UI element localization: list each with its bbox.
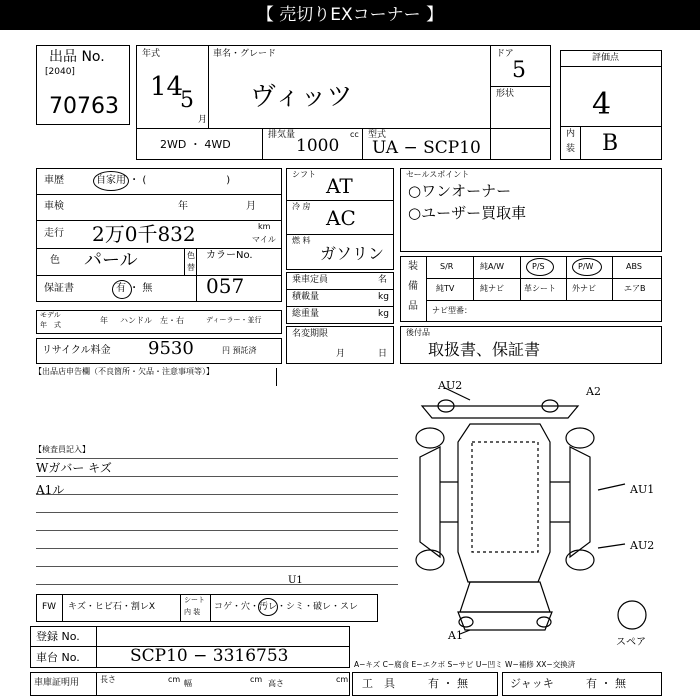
inspection-month: 月 xyxy=(246,201,256,212)
warranty-circle xyxy=(112,280,132,299)
recycle-unit: 円 預託済 xyxy=(222,346,257,355)
history-circle xyxy=(93,171,129,191)
warranty-value: 有 ・ 無 xyxy=(116,283,153,294)
jack-label: ジャッキ xyxy=(510,677,554,690)
seat-circle xyxy=(258,598,278,616)
mileage-value: 2万0千832 xyxy=(92,222,196,246)
deadline-day: 日 xyxy=(378,349,388,359)
mile-unit: マイル xyxy=(252,235,276,244)
equip-tv: 純TV xyxy=(436,284,455,293)
color-no-label: カラーNo. xyxy=(206,250,253,261)
sales-point-1: ○ワンオーナー xyxy=(408,182,512,200)
seat-label-1: シート xyxy=(184,596,205,604)
year-value: 14 xyxy=(150,72,184,102)
rating-score: 4 xyxy=(592,87,612,122)
mark-front: A1 xyxy=(448,629,463,642)
mark-side-right-2: AU2 xyxy=(630,539,655,552)
color-change-1: 色 xyxy=(187,251,195,260)
inspector-label: 【検査員記入】 xyxy=(34,445,90,454)
jack-value: 有 ・ 無 xyxy=(586,677,626,690)
year-label: 年式 xyxy=(142,49,161,59)
cert-length-unit: cm xyxy=(168,675,181,684)
fuel-value: ガソリン xyxy=(320,244,385,263)
equip-pw-circle xyxy=(572,258,602,276)
doors-label: ドア xyxy=(496,49,514,59)
chassis-value: SCP10 − 3316753 xyxy=(130,646,289,666)
capacity-unit: 名 xyxy=(378,275,388,285)
sales-point-2: ○ユーザー買取車 xyxy=(408,204,527,222)
lot-box xyxy=(36,45,130,125)
load-unit: kg xyxy=(378,292,389,302)
deadline-month: 月 xyxy=(336,349,346,359)
displacement-value: 1000 xyxy=(296,136,340,156)
inspector-line-1: Wガバー キズ xyxy=(36,461,112,475)
cc-unit: cc xyxy=(350,130,359,139)
equipment-label-2: 備 xyxy=(408,281,418,292)
warranty-label: 保証書 xyxy=(44,283,74,294)
deadline-label: 名変期限 xyxy=(292,329,329,339)
navi-model-label: ナビ型番： xyxy=(432,306,472,315)
color-change-2: 替 xyxy=(187,263,195,272)
weight-label: 総重量 xyxy=(292,309,320,319)
weight-unit: kg xyxy=(378,309,389,319)
cert-width: 幅 xyxy=(184,679,192,688)
model-change-label-2: 年 式 xyxy=(40,321,61,329)
model-label: 型式 xyxy=(368,130,387,140)
drive-value: 2WD ・ 4WD xyxy=(160,138,231,151)
ac-value: AC xyxy=(326,206,356,230)
tools-value: 有 ・ 無 xyxy=(428,677,468,690)
model-change-label-1: モデル xyxy=(40,311,61,319)
mark-rear-right: A2 xyxy=(586,385,601,398)
model-change-year: 年 xyxy=(100,316,108,325)
equip-navi: 純ナビ xyxy=(480,284,504,293)
legend: A−キズ C−腐食 E−エクボ S−サビ U−凹ミ W−補修 XX−交換済 xyxy=(354,660,576,669)
seat-circle-mark: U1 xyxy=(288,575,303,586)
ac-label: 冷 房 xyxy=(292,202,311,211)
displacement-label: 排気量 xyxy=(268,130,296,140)
spare-label: スペア xyxy=(616,637,646,648)
shift-label: シフト xyxy=(292,170,316,179)
lot-label: 出品 No. xyxy=(49,49,105,65)
interior-label-2: 装 xyxy=(566,144,576,154)
lot-number: 70763 xyxy=(49,94,119,119)
equip-pw: P/W xyxy=(578,262,594,271)
model-change-dealer: ディーラー・並行 xyxy=(206,316,262,324)
equip-ps: P/S xyxy=(532,262,545,271)
fuel-label: 燃 料 xyxy=(292,236,311,245)
sales-label: セールスポイント xyxy=(406,170,470,179)
km-unit: km xyxy=(258,222,271,231)
cert-length: 長さ xyxy=(100,675,116,684)
equip-sr: S/R xyxy=(440,262,454,271)
tools-label: 工 具 xyxy=(362,677,395,690)
banner: 【 売切りEXコーナー 】 xyxy=(0,0,700,30)
doors-value: 5 xyxy=(512,58,526,83)
model-value: UA − SCP10 xyxy=(372,138,481,158)
history-label: 車歴 xyxy=(44,175,64,186)
seat-label-2: 内 装 xyxy=(184,608,201,616)
load-label: 積載量 xyxy=(292,292,320,302)
color-label: 色 xyxy=(50,255,60,266)
cert-height: 高さ xyxy=(268,679,284,688)
rating-label: 評価点 xyxy=(592,53,620,63)
equip-airbag: エアB xyxy=(624,284,646,293)
color-no-value: 057 xyxy=(206,274,245,298)
car-diagram xyxy=(400,372,700,647)
equipment-label-3: 品 xyxy=(408,301,418,312)
extras-value: 取扱書、保証書 xyxy=(428,340,541,359)
model-change-handle: ハンドル 左・右 xyxy=(120,316,184,325)
mileage-label: 走行 xyxy=(44,228,64,239)
chassis-label: 車台 No. xyxy=(36,651,80,664)
inspection-label: 車検 xyxy=(44,201,64,212)
cert-label: 車庫証明用 xyxy=(34,678,80,688)
month-unit: 月 xyxy=(198,115,208,125)
fw-items: キズ・ヒビ石・割レX xyxy=(68,602,155,612)
month-value: 5 xyxy=(180,88,194,113)
lot-sub: [2040] xyxy=(45,67,75,77)
reg-label: 登録 No. xyxy=(36,630,80,643)
seller-notes-label: 【出品店申告欄（不良箇所・欠品・注意事項等）】 xyxy=(34,367,214,376)
inspection-year: 年 xyxy=(178,201,188,212)
extras-label: 後付品 xyxy=(406,328,430,337)
car-name: ヴィッツ xyxy=(250,82,353,112)
equipment-label-1: 装 xyxy=(408,261,418,272)
equip-ps-circle xyxy=(526,258,554,276)
seat-items: コゲ・穴・汚レ・シミ・破レ・スレ xyxy=(214,602,359,612)
name-label: 車名・グレード xyxy=(213,49,277,59)
recycle-amount: 9530 xyxy=(148,338,194,359)
equip-ext-navi: 外ナビ xyxy=(572,284,596,293)
color-value: パール xyxy=(84,250,138,271)
mark-rear-left: AU2 xyxy=(438,379,463,392)
mark-side-right-1: AU1 xyxy=(630,483,655,496)
equip-aw: 純A/W xyxy=(480,262,505,271)
inspector-line-2: A1ル xyxy=(36,483,65,497)
history-value: 自家用 ・ ( ) xyxy=(96,175,231,186)
fw-label: FW xyxy=(42,602,57,612)
cert-width-unit: cm xyxy=(250,675,263,684)
interior-label-1: 内 xyxy=(566,129,576,139)
recycle-label: リサイクル料金 xyxy=(42,345,111,356)
shape-label: 形状 xyxy=(496,89,515,99)
interior-value: B xyxy=(602,131,619,156)
equip-leather: 革シート xyxy=(524,284,556,293)
capacity-label: 乗車定員 xyxy=(292,275,329,285)
cert-height-unit: cm xyxy=(336,675,349,684)
equip-abs: ABS xyxy=(626,262,642,271)
shift-value: AT xyxy=(326,174,353,198)
